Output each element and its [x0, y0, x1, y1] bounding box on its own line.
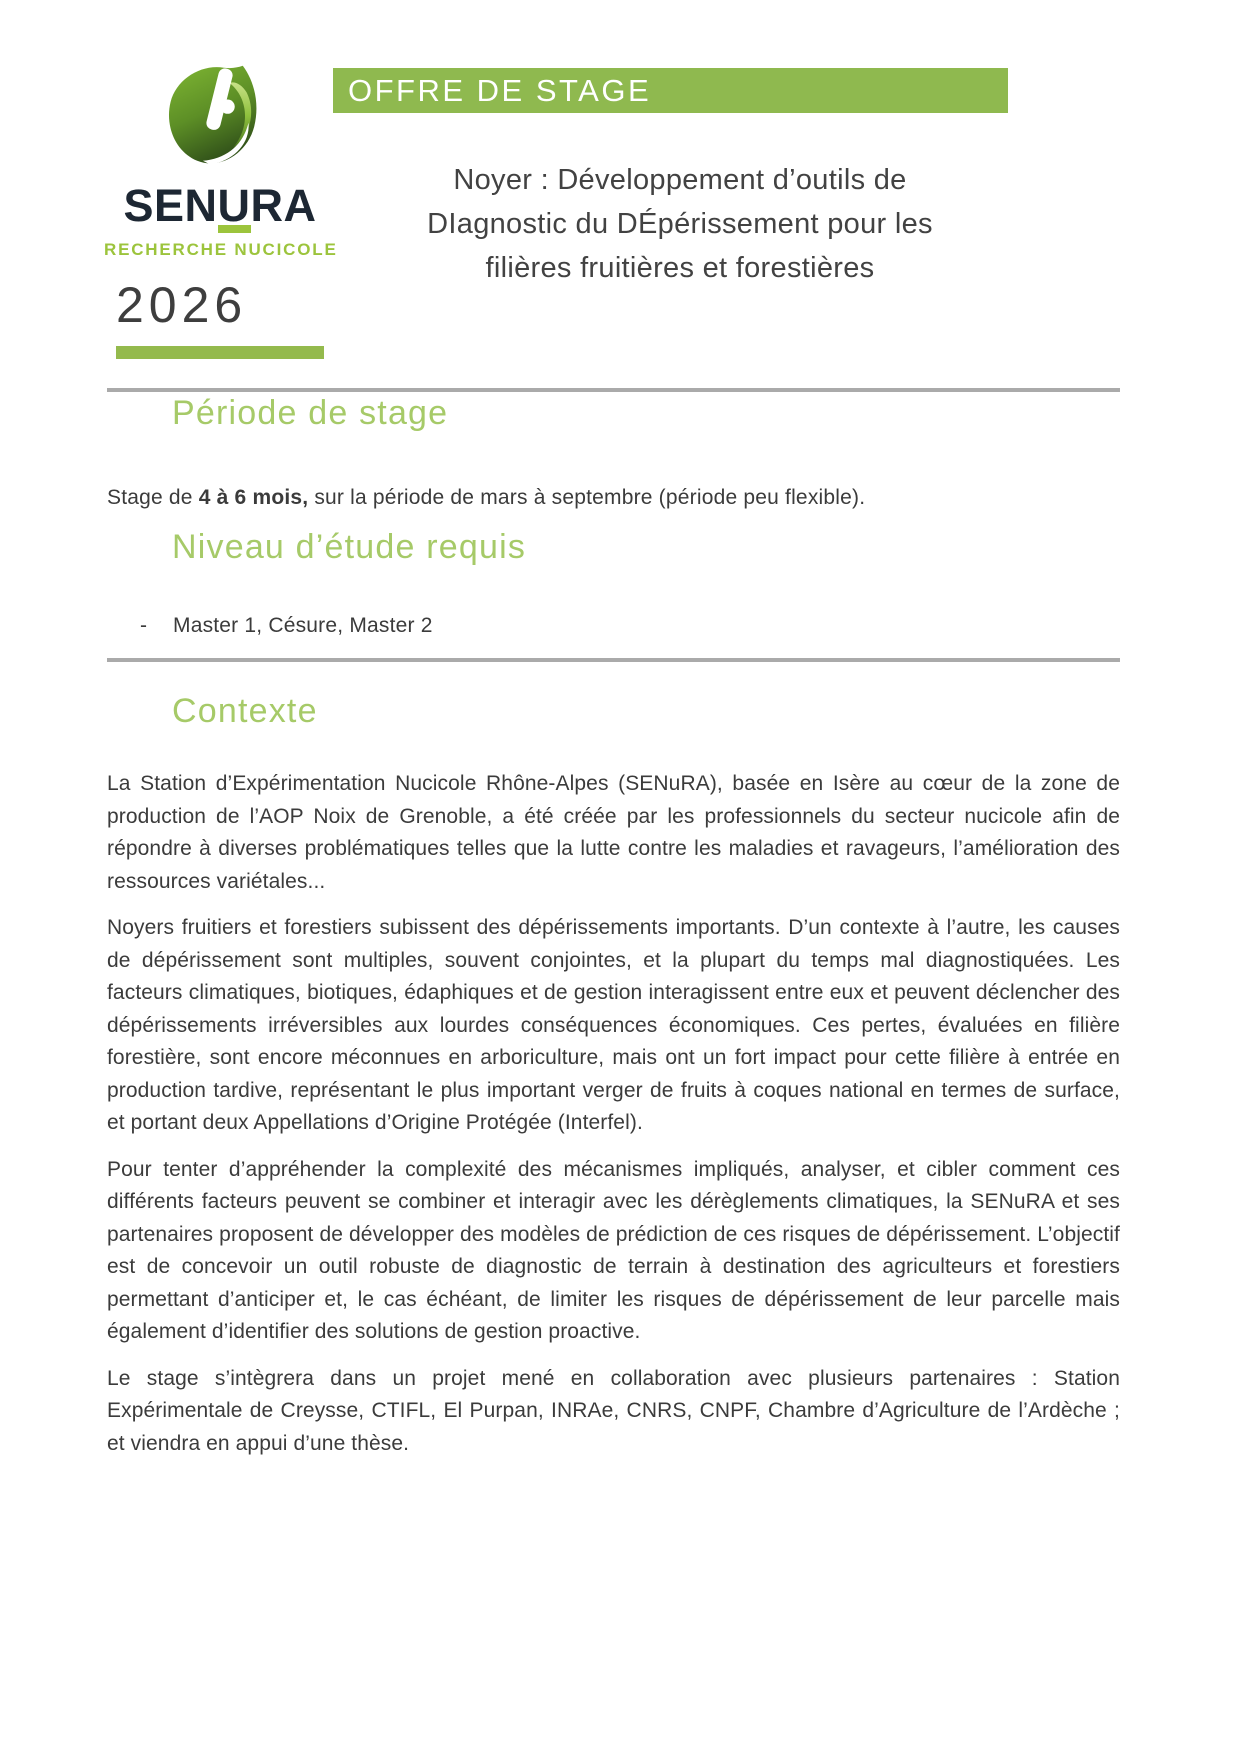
contexte-body — [107, 768, 1120, 1474]
stage-duration-text — [107, 486, 865, 510]
heading-niveau-etude: Niveau d’étude requis — [172, 528, 527, 566]
logo-green-bar — [116, 346, 324, 359]
wordmark-part-u: U — [217, 180, 251, 231]
stage-text-bold: 4 à 6 mois, — [198, 486, 309, 509]
senura-logo-block — [104, 62, 336, 359]
separator-line-middle — [107, 658, 1120, 662]
contexte-paragraph-2: Noyers fruitiers et forestiers subissent des dépérissements importants. D’un contexte à l’autre, les causes de dépérissement sont multiples, souvent conjointes, et la plupart du temps mal diagnostiquées. Les facteurs climatiques, biotiques, édaphiques et de gestion interagissent entre eux et peuvent déclencher des dépérissements irréversibles aux lourdes conséquences économiques. Ces pertes, évaluées en filière forestière, sont encore méconnues en arboriculture, mais ont un fort impact pour cette filière à entrée en production tardive, représentant le plus important verger de fruits à coques national en termes de surface, et portant deux Appellations d’Origine Protégée (Interfel). — [107, 916, 1120, 1134]
bullet-text: Master 1, Césure, Master 2 — [173, 614, 433, 637]
title-line-3: filières fruitières et forestières — [485, 252, 875, 284]
heading-contexte: Contexte — [172, 692, 318, 730]
list-item-niveau — [140, 614, 433, 638]
contexte-paragraph-1: La Station d’Expérimentation Nucicole Rhône-Alpes (SENuRA), basée en Isère au cœur de la zone de production de l’AOP Noix de Grenoble, a été créée par les professionnels du secteur nucicole afin de répondre à diverses problématiques telles que la lutte contre les maladies et ravageurs, l’amélioration des ressources variétales... — [107, 772, 1120, 893]
year-label: 2026 — [116, 276, 248, 333]
stage-text-prefix: Stage de — [107, 486, 199, 509]
separator-line-top — [107, 388, 1120, 392]
heading-periode-de-stage: Période de stage — [172, 394, 449, 432]
title-line-2: DIagnostic du DÉpérissement pour les — [427, 208, 933, 240]
senura-wordmark — [104, 182, 336, 233]
document-title — [350, 158, 1010, 290]
wordmark-part-sen: SEN — [123, 180, 218, 231]
title-line-1: Noyer : Développement d’outils de — [453, 164, 907, 196]
logo-subtitle: RECHERCHE NUCICOLE — [104, 239, 338, 259]
bullet-marker: - — [140, 614, 148, 637]
wordmark-part-ra: RA — [250, 180, 317, 231]
stage-text-suffix: sur la période de mars à septembre (période peu flexible). — [308, 486, 866, 509]
senura-leaf-logo — [161, 62, 279, 176]
contexte-paragraph-3: Pour tenter d’appréhender la complexité des mécanismes impliqués, analyser, et cibler comment ces différents facteurs peuvent se combiner et interagir avec les dérèglements climatiques, la SENuRA et ses partenaires proposent de développer des modèles de prédiction de ces risques de dépérissement. L’objectif est de concevoir un outil robuste de diagnostic de terrain à destination des agriculteurs et forestiers permettant d’anticiper et, le cas échéant, de limiter les risques de dépérissement de leur parcelle mais également d’identifier des solutions de gestion proactive. — [107, 1157, 1120, 1343]
contexte-paragraph-4: Le stage s’intègrera dans un projet mené en collaboration avec plusieurs partenaires : Station Expérimentale de Creysse, CTIFL, El Purpan, INRAe, CNRS, CNPF, Chambre d’Agriculture de l’Ardèche ; et viendra en appui d’une thèse. — [107, 1366, 1120, 1455]
offer-banner: OFFRE DE STAGE — [333, 68, 1008, 113]
